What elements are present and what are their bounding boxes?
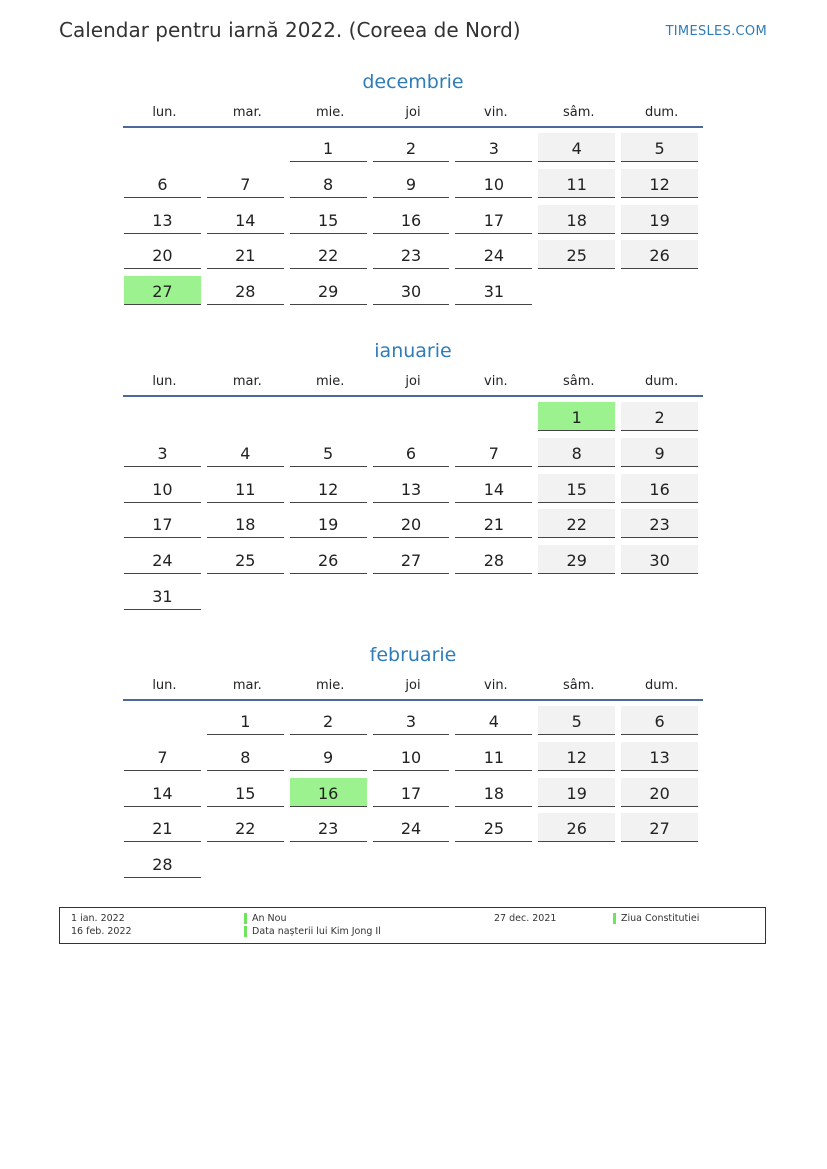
calendar-day: 10 bbox=[373, 742, 450, 771]
day-cell bbox=[454, 402, 537, 438]
day-cell bbox=[372, 742, 455, 778]
calendar-day: 2 bbox=[621, 402, 698, 431]
week-row bbox=[123, 849, 703, 885]
weekday-label: vin. bbox=[484, 678, 508, 693]
calendar-day: 13 bbox=[621, 742, 698, 771]
day-cell bbox=[123, 778, 206, 814]
week-row bbox=[123, 545, 703, 581]
header-rule bbox=[123, 699, 703, 701]
day-cell bbox=[289, 849, 372, 885]
month-februarie bbox=[123, 642, 703, 885]
calendar-day: 5 bbox=[621, 133, 698, 162]
weekday-label: lun. bbox=[152, 374, 177, 389]
calendar-day: 20 bbox=[373, 509, 450, 538]
day-cell bbox=[206, 474, 289, 510]
weekday-label: joi bbox=[405, 374, 421, 389]
day-cell bbox=[620, 581, 703, 617]
day-cell bbox=[537, 169, 620, 205]
calendar-day: 8 bbox=[538, 438, 615, 467]
calendar-day: 26 bbox=[621, 240, 698, 269]
calendar-day: 12 bbox=[621, 169, 698, 198]
calendar-day: 30 bbox=[621, 545, 698, 574]
day-cell bbox=[620, 813, 703, 849]
day-cell bbox=[123, 169, 206, 205]
calendar-day: 6 bbox=[621, 706, 698, 735]
day-cell bbox=[537, 133, 620, 169]
calendar-day: 11 bbox=[455, 742, 532, 771]
day-cell bbox=[206, 438, 289, 474]
calendar-day: 19 bbox=[290, 509, 367, 538]
weekday-header bbox=[123, 373, 703, 395]
day-cell bbox=[620, 276, 703, 312]
calendar-day: 25 bbox=[455, 813, 532, 842]
day-grid bbox=[123, 133, 703, 312]
day-cell bbox=[372, 474, 455, 510]
calendar-day: 11 bbox=[207, 474, 284, 503]
weekday-label: mar. bbox=[232, 374, 262, 389]
calendar-day: 14 bbox=[124, 778, 201, 807]
header-rule bbox=[123, 126, 703, 128]
page-title: Calendar pentru iarnă 2022. (Coreea de Nord) bbox=[59, 18, 521, 42]
day-cell bbox=[537, 778, 620, 814]
holiday-marker-icon bbox=[613, 913, 616, 924]
day-cell bbox=[206, 276, 289, 312]
calendar-day: 21 bbox=[124, 813, 201, 842]
holiday-marker-icon bbox=[244, 926, 247, 937]
weekday-label: vin. bbox=[484, 374, 508, 389]
calendar-day: 18 bbox=[538, 205, 615, 234]
day-cell bbox=[289, 169, 372, 205]
week-row bbox=[123, 438, 703, 474]
calendar-day: 27 bbox=[621, 813, 698, 842]
day-cell bbox=[372, 545, 455, 581]
day-cell bbox=[289, 706, 372, 742]
week-row bbox=[123, 706, 703, 742]
header-rule bbox=[123, 395, 703, 397]
holiday-day: 1 bbox=[538, 402, 615, 431]
day-cell bbox=[537, 742, 620, 778]
day-cell bbox=[206, 778, 289, 814]
calendar-day: 25 bbox=[207, 545, 284, 574]
day-cell bbox=[123, 402, 206, 438]
day-cell bbox=[289, 545, 372, 581]
calendar-day: 17 bbox=[373, 778, 450, 807]
calendar-day: 5 bbox=[290, 438, 367, 467]
calendar-day: 9 bbox=[373, 169, 450, 198]
calendar-day: 24 bbox=[373, 813, 450, 842]
day-cell bbox=[537, 849, 620, 885]
calendar-day: 24 bbox=[124, 545, 201, 574]
calendar-day: 17 bbox=[124, 509, 201, 538]
day-cell bbox=[206, 169, 289, 205]
day-cell bbox=[289, 240, 372, 276]
day-cell bbox=[620, 706, 703, 742]
calendar-day: 5 bbox=[538, 706, 615, 735]
day-cell bbox=[537, 509, 620, 545]
day-cell bbox=[289, 402, 372, 438]
calendar-day: 14 bbox=[207, 205, 284, 234]
day-cell bbox=[372, 813, 455, 849]
day-cell bbox=[620, 742, 703, 778]
day-cell bbox=[289, 813, 372, 849]
day-grid bbox=[123, 706, 703, 885]
legend-date: 1 ian. 2022 bbox=[71, 913, 125, 924]
day-cell bbox=[620, 438, 703, 474]
day-cell bbox=[289, 474, 372, 510]
calendar-day: 1 bbox=[207, 706, 284, 735]
weekday-label: dum. bbox=[644, 374, 679, 389]
calendar-day: 6 bbox=[373, 438, 450, 467]
calendar-day: 13 bbox=[373, 474, 450, 503]
calendar-day: 8 bbox=[290, 169, 367, 198]
day-cell bbox=[537, 706, 620, 742]
day-cell bbox=[206, 849, 289, 885]
day-cell bbox=[454, 742, 537, 778]
day-cell bbox=[620, 169, 703, 205]
calendar-day: 4 bbox=[538, 133, 615, 162]
holiday-marker-icon bbox=[244, 913, 247, 924]
day-cell bbox=[537, 402, 620, 438]
day-cell bbox=[620, 133, 703, 169]
day-cell bbox=[454, 813, 537, 849]
day-cell bbox=[454, 509, 537, 545]
calendar-day: 22 bbox=[538, 509, 615, 538]
day-cell bbox=[537, 276, 620, 312]
calendar-day: 22 bbox=[207, 813, 284, 842]
calendar-day: 10 bbox=[124, 474, 201, 503]
day-cell bbox=[372, 849, 455, 885]
day-cell bbox=[537, 438, 620, 474]
day-cell bbox=[620, 402, 703, 438]
day-cell bbox=[372, 402, 455, 438]
day-cell bbox=[372, 438, 455, 474]
calendar-day: 3 bbox=[124, 438, 201, 467]
week-row bbox=[123, 813, 703, 849]
calendar-day: 7 bbox=[207, 169, 284, 198]
day-cell bbox=[620, 545, 703, 581]
day-cell bbox=[372, 169, 455, 205]
calendar-day: 17 bbox=[455, 205, 532, 234]
day-cell bbox=[620, 509, 703, 545]
holiday-legend bbox=[59, 907, 766, 944]
weekday-label: joi bbox=[405, 105, 421, 120]
day-cell bbox=[289, 581, 372, 617]
day-cell bbox=[206, 581, 289, 617]
calendar-day: 26 bbox=[538, 813, 615, 842]
day-cell bbox=[454, 849, 537, 885]
day-cell bbox=[123, 240, 206, 276]
calendar-day: 28 bbox=[455, 545, 532, 574]
weekday-label: sâm. bbox=[562, 678, 595, 693]
day-cell bbox=[454, 205, 537, 241]
day-cell bbox=[537, 240, 620, 276]
calendar-day: 23 bbox=[290, 813, 367, 842]
calendar-day: 28 bbox=[207, 276, 284, 305]
day-cell bbox=[289, 276, 372, 312]
day-cell bbox=[123, 813, 206, 849]
calendar-day: 9 bbox=[621, 438, 698, 467]
calendar-day: 1 bbox=[290, 133, 367, 162]
day-cell bbox=[206, 742, 289, 778]
calendar-day: 9 bbox=[290, 742, 367, 771]
calendar-day: 3 bbox=[373, 706, 450, 735]
day-cell bbox=[289, 205, 372, 241]
day-cell bbox=[537, 545, 620, 581]
day-cell bbox=[372, 581, 455, 617]
calendar-day: 31 bbox=[124, 581, 201, 610]
weekday-label: joi bbox=[405, 678, 421, 693]
day-cell bbox=[372, 706, 455, 742]
calendar-day: 18 bbox=[455, 778, 532, 807]
day-cell bbox=[537, 205, 620, 241]
weekday-label: sâm. bbox=[562, 105, 595, 120]
day-cell bbox=[454, 169, 537, 205]
week-row bbox=[123, 402, 703, 438]
weekday-label: lun. bbox=[152, 105, 177, 120]
day-cell bbox=[206, 545, 289, 581]
holiday-day: 16 bbox=[290, 778, 367, 807]
day-cell bbox=[537, 581, 620, 617]
day-cell bbox=[123, 706, 206, 742]
day-cell bbox=[206, 509, 289, 545]
weekday-label: dum. bbox=[644, 678, 679, 693]
week-row bbox=[123, 276, 703, 312]
calendar-day: 10 bbox=[455, 169, 532, 198]
calendar-day: 29 bbox=[538, 545, 615, 574]
day-cell bbox=[206, 706, 289, 742]
day-cell bbox=[454, 133, 537, 169]
day-grid bbox=[123, 402, 703, 617]
day-cell bbox=[372, 205, 455, 241]
day-cell bbox=[620, 474, 703, 510]
month-title: decembrie bbox=[362, 71, 464, 93]
day-cell bbox=[454, 545, 537, 581]
day-cell bbox=[372, 509, 455, 545]
day-cell bbox=[206, 240, 289, 276]
day-cell bbox=[620, 778, 703, 814]
week-row bbox=[123, 742, 703, 778]
calendar-day: 11 bbox=[538, 169, 615, 198]
calendar-day: 24 bbox=[455, 240, 532, 269]
calendar-day: 7 bbox=[455, 438, 532, 467]
day-cell bbox=[206, 133, 289, 169]
day-cell bbox=[289, 438, 372, 474]
weekday-header bbox=[123, 677, 703, 699]
calendar-day: 13 bbox=[124, 205, 201, 234]
month-decembrie bbox=[123, 69, 703, 312]
calendar-day: 27 bbox=[373, 545, 450, 574]
holiday-day: 27 bbox=[124, 276, 201, 305]
weekday-label: vin. bbox=[484, 105, 508, 120]
weekday-header bbox=[123, 104, 703, 126]
calendar-day: 21 bbox=[207, 240, 284, 269]
weekday-label: mie. bbox=[315, 374, 345, 389]
day-cell bbox=[454, 276, 537, 312]
legend-date: 16 feb. 2022 bbox=[71, 926, 132, 937]
day-cell bbox=[206, 813, 289, 849]
calendar-day: 18 bbox=[207, 509, 284, 538]
day-cell bbox=[454, 240, 537, 276]
calendar-day: 28 bbox=[124, 849, 201, 878]
day-cell bbox=[123, 205, 206, 241]
day-cell bbox=[454, 706, 537, 742]
legend-holiday-name: Data nașterii lui Kim Jong Il bbox=[252, 926, 381, 937]
calendar-day: 19 bbox=[621, 205, 698, 234]
legend-holiday-name: Ziua Constitutiei bbox=[621, 913, 700, 924]
calendar-day: 16 bbox=[621, 474, 698, 503]
day-cell bbox=[123, 849, 206, 885]
calendar-day: 23 bbox=[373, 240, 450, 269]
calendar-day: 19 bbox=[538, 778, 615, 807]
week-row bbox=[123, 581, 703, 617]
week-row bbox=[123, 169, 703, 205]
day-cell bbox=[537, 474, 620, 510]
week-row bbox=[123, 509, 703, 545]
day-cell bbox=[372, 778, 455, 814]
calendar-day: 15 bbox=[538, 474, 615, 503]
month-title: februarie bbox=[369, 644, 457, 666]
day-cell bbox=[620, 205, 703, 241]
calendar-day: 3 bbox=[455, 133, 532, 162]
calendar-day: 23 bbox=[621, 509, 698, 538]
day-cell bbox=[454, 581, 537, 617]
calendar-day: 12 bbox=[538, 742, 615, 771]
calendar-day: 4 bbox=[207, 438, 284, 467]
day-cell bbox=[372, 240, 455, 276]
day-cell bbox=[123, 438, 206, 474]
day-cell bbox=[123, 581, 206, 617]
weekday-label: mie. bbox=[315, 678, 345, 693]
day-cell bbox=[206, 402, 289, 438]
weekday-label: mie. bbox=[315, 105, 345, 120]
week-row bbox=[123, 133, 703, 169]
calendar-day: 15 bbox=[207, 778, 284, 807]
day-cell bbox=[454, 438, 537, 474]
month-ianuarie bbox=[123, 338, 703, 617]
site-link[interactable]: TIMESLES.COM bbox=[665, 24, 767, 39]
day-cell bbox=[289, 133, 372, 169]
calendar-day: 22 bbox=[290, 240, 367, 269]
calendar-day: 25 bbox=[538, 240, 615, 269]
day-cell bbox=[620, 240, 703, 276]
day-cell bbox=[289, 778, 372, 814]
calendar-day: 8 bbox=[207, 742, 284, 771]
calendar-day: 21 bbox=[455, 509, 532, 538]
week-row bbox=[123, 474, 703, 510]
day-cell bbox=[123, 545, 206, 581]
weekday-label: lun. bbox=[152, 678, 177, 693]
calendar-day: 30 bbox=[373, 276, 450, 305]
legend-date: 27 dec. 2021 bbox=[494, 913, 557, 924]
day-cell bbox=[454, 778, 537, 814]
day-cell bbox=[123, 509, 206, 545]
day-cell bbox=[537, 813, 620, 849]
calendar-day: 12 bbox=[290, 474, 367, 503]
calendar-day: 14 bbox=[455, 474, 532, 503]
day-cell bbox=[123, 742, 206, 778]
weekday-label: sâm. bbox=[562, 374, 595, 389]
calendar-day: 31 bbox=[455, 276, 532, 305]
weekday-label: dum. bbox=[644, 105, 679, 120]
day-cell bbox=[123, 276, 206, 312]
calendar-day: 2 bbox=[373, 133, 450, 162]
week-row bbox=[123, 205, 703, 241]
week-row bbox=[123, 778, 703, 814]
day-cell bbox=[123, 133, 206, 169]
day-cell bbox=[289, 509, 372, 545]
calendar-day: 29 bbox=[290, 276, 367, 305]
day-cell bbox=[372, 276, 455, 312]
calendar-day: 15 bbox=[290, 205, 367, 234]
legend-holiday-name: An Nou bbox=[252, 913, 287, 924]
calendar-day: 7 bbox=[124, 742, 201, 771]
day-cell bbox=[620, 849, 703, 885]
day-cell bbox=[454, 474, 537, 510]
week-row bbox=[123, 240, 703, 276]
weekday-label: mar. bbox=[232, 105, 262, 120]
day-cell bbox=[289, 742, 372, 778]
weekday-label: mar. bbox=[232, 678, 262, 693]
calendar-day: 2 bbox=[290, 706, 367, 735]
day-cell bbox=[372, 133, 455, 169]
calendar-day: 20 bbox=[621, 778, 698, 807]
calendar-day: 16 bbox=[373, 205, 450, 234]
calendar-day: 6 bbox=[124, 169, 201, 198]
calendar-day: 20 bbox=[124, 240, 201, 269]
day-cell bbox=[123, 474, 206, 510]
calendar-day: 4 bbox=[455, 706, 532, 735]
day-cell bbox=[206, 205, 289, 241]
month-title: ianuarie bbox=[374, 340, 452, 362]
calendar-day: 26 bbox=[290, 545, 367, 574]
